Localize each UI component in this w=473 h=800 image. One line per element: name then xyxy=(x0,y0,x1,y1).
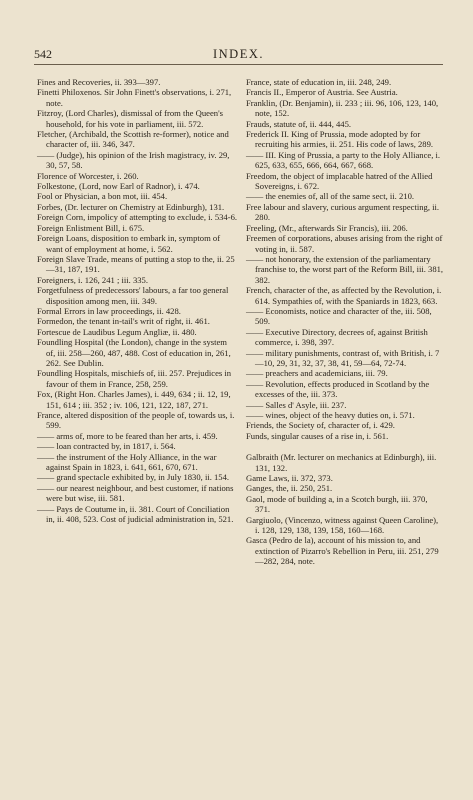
index-entry: Foundling Hospital (the London), change in the system of, iii. 258—260, 487, 488. Cost of education in, 261, 262. See Dublin. xyxy=(37,337,231,368)
index-entry: Friends, the Society of, character of, i. 429. xyxy=(246,420,395,431)
index-entry: Finetti Philoxenos. Sir John Finett's observations, i. 271, note. xyxy=(37,87,232,108)
index-entry: —— (Judge), his opinion of the Irish magistracy, iv. 29, 30, 57, 58. xyxy=(37,149,230,171)
index-entry: Florence of Worcester, i. 260. xyxy=(37,170,139,181)
index-entry: Foreign Slave Trade, means of putting a stop to the, ii. 25—31, 187, 191. xyxy=(37,253,235,275)
right-column xyxy=(246,77,444,567)
index-entry: Game Laws, ii. 372, 373. xyxy=(246,473,333,484)
index-entry: Funds, singular causes of a rise in, i. 561. xyxy=(246,430,389,441)
page-header xyxy=(34,47,443,65)
index-entry: Galbraith (Mr. lecturer on mechanics at Edinburgh), iii. 131, 132. xyxy=(246,452,437,473)
index-entry: Free labour and slavery, curious argument respecting, ii. 280. xyxy=(246,201,440,223)
index-entry: Foreign Corn, impolicy of attempting to exclude, i. 534-6. xyxy=(37,212,238,223)
index-entry: Franklin, (Dr. Benjamin), ii. 233 ; iii. 96, 106, 123, 140, note, 152. xyxy=(246,97,439,119)
index-entry: Fitzroy, (Lord Charles), dismissal of from the Queen's household, for his vote in parliament, iii. 572. xyxy=(37,108,223,129)
index-entry: —— the instrument of the Holy Alliance, in the war against Spain in 1823, i. 641, 661, 670, 671. xyxy=(37,451,217,473)
index-entry: —— our nearest neighbour, and best customer, if nations were but wise, iii. 581. xyxy=(37,482,234,504)
index-entry: French, character of the, as affected by the Revolution, i. 614. Sympathies of, with the Spaniards in 1823, 663. xyxy=(246,285,442,306)
index-entry: Frederick II. King of Prussia, mode adopted by for recruiting his armies, ii. 251. His code of laws, 289. xyxy=(246,129,434,150)
index-entry: France, altered disposition of the people of, towards us, i. 599. xyxy=(37,410,235,431)
index-entry: —— arms of, more to be feared than her arts, i. 459. xyxy=(37,430,218,441)
index-entry: Freemen of corporations, abuses arising from the right of voting in, ii. 587. xyxy=(246,233,443,254)
index-entry: Freedom, the object of implacable hatred of the Allied Sovereigns, i. 672. xyxy=(246,170,433,192)
index-entry: Forgetfulness of predecessors' labours, a far too general disposition among men, iii. 349. xyxy=(37,285,229,306)
index-entry: Fortescue de Laudibus Legum Angliæ, ii. 480. xyxy=(37,326,197,337)
index-entry: —— military punishments, contrast of, with British, i. 7—10, 29, 31, 32, 37, 38, 41, 59—64, 72-74. xyxy=(246,347,440,368)
index-entry: Formedon, the tenant in-tail's writ of right, ii. 461. xyxy=(37,316,210,327)
index-entry: —— Salles d' Asyle, iii. 237. xyxy=(246,399,347,410)
index-entry: Foundling Hospitals, mischiefs of, iii. 257. Prejudices in favour of them in France, 258, 259. xyxy=(37,368,232,389)
index-entry: —— preachers and academicians, iii. 79. xyxy=(246,368,388,379)
index-entry: Forbes, (Dr. lecturer on Chemistry at Edinburgh), 131. xyxy=(37,201,225,212)
index-entry: Francis II., Emperor of Austria. See Austria. xyxy=(246,87,398,98)
index-entry: Formal Errors in law proceedings, ii. 428. xyxy=(37,305,181,316)
header-rule xyxy=(34,64,443,65)
index-entry: Fines and Recoveries, ii. 393—397. xyxy=(37,77,161,87)
index-entry: Gargiuolo, (Vincenzo, witness against Queen Caroline), i. 128, 129, 138, 139, 158, 160—168. xyxy=(246,514,439,536)
index-entry: Foreign Loans, disposition to embark in, symptom of want of employment at home, i. 562. xyxy=(37,233,221,254)
index-entry: —— Economists, notice and character of the, iii. 508, 509. xyxy=(246,305,432,327)
index-entry: Gaol, mode of building a, in a Scotch burgh, iii. 370, 371. xyxy=(246,493,428,515)
index-entry: Folkestone, (Lord, now Earl of Radnor), i. 474. xyxy=(37,181,200,192)
index-entry: Foreigners, i. 126, 241 ; iii. 335. xyxy=(37,274,148,285)
index-entry: Fox, (Right Hon. Charles James), i. 449, 634 ; ii. 12, 19, 151, 614 ; iii. 352 ; iv. 106, 121, 122, 187, 271. xyxy=(37,389,231,410)
page-number: 542 xyxy=(34,47,52,61)
index-entry: Gasca (Pedro de la), account of his mission to, and extinction of Pizarro's Rebellion in Peru, iii. 251, 279—282, 284, note. xyxy=(246,535,439,567)
index-entry: Fool or Physician, a bon mot, iii. 454. xyxy=(37,191,168,202)
index-entry: Freeling, (Mr., afterwards Sir Francis), iii. 206. xyxy=(246,222,408,233)
index-entry: —— wines, object of the heavy duties on, i. 571. xyxy=(246,410,415,420)
index-entry: Frauds, statute of, ii. 444, 445. xyxy=(246,118,352,129)
left-column xyxy=(37,77,237,524)
index-entry: —— III. King of Prussia, a party to the Holy Alliance, i. 625, 633, 655, 666, 664, 667, 668. xyxy=(246,149,441,171)
index-entry: France, state of education in, iii. 248, 249. xyxy=(246,77,392,87)
index-entry: —— Executive Directory, decrees of, against British commerce, i. 398, 397. xyxy=(246,326,428,348)
page-title: INDEX. xyxy=(212,47,264,61)
index-entry: —— grand spectacle exhibited by, in July 1830, ii. 154. xyxy=(37,472,230,483)
index-entry: Fletcher, (Archibald, the Scottish re-former), notice and character of, iii. 346, 347. xyxy=(37,129,229,150)
index-entry: —— loan contracted by, in 1817, i. 564. xyxy=(37,441,176,452)
index-entry: —— the enemies of, all of the same sect, ii. 210. xyxy=(246,191,415,202)
index-entry: —— Pays de Coutume in, ii. 381. Court of Conciliation in, ii. 408, 523. Cost of judicial administration in, 521. xyxy=(37,503,234,525)
index-entry: —— Revolution, effects produced in Scotland by the excesses of the, iii. 373. xyxy=(246,378,430,400)
index-entry: Foreign Enlistment Bill, i. 675. xyxy=(37,222,145,233)
index-entry: Ganges, the, ii. 250, 251. xyxy=(246,483,333,494)
index-entry: —— not honorary, the extension of the parliamentary franchise to, the worst part of the Reform Bill, iii. 381, 382. xyxy=(246,253,444,285)
section-gap xyxy=(246,441,444,452)
